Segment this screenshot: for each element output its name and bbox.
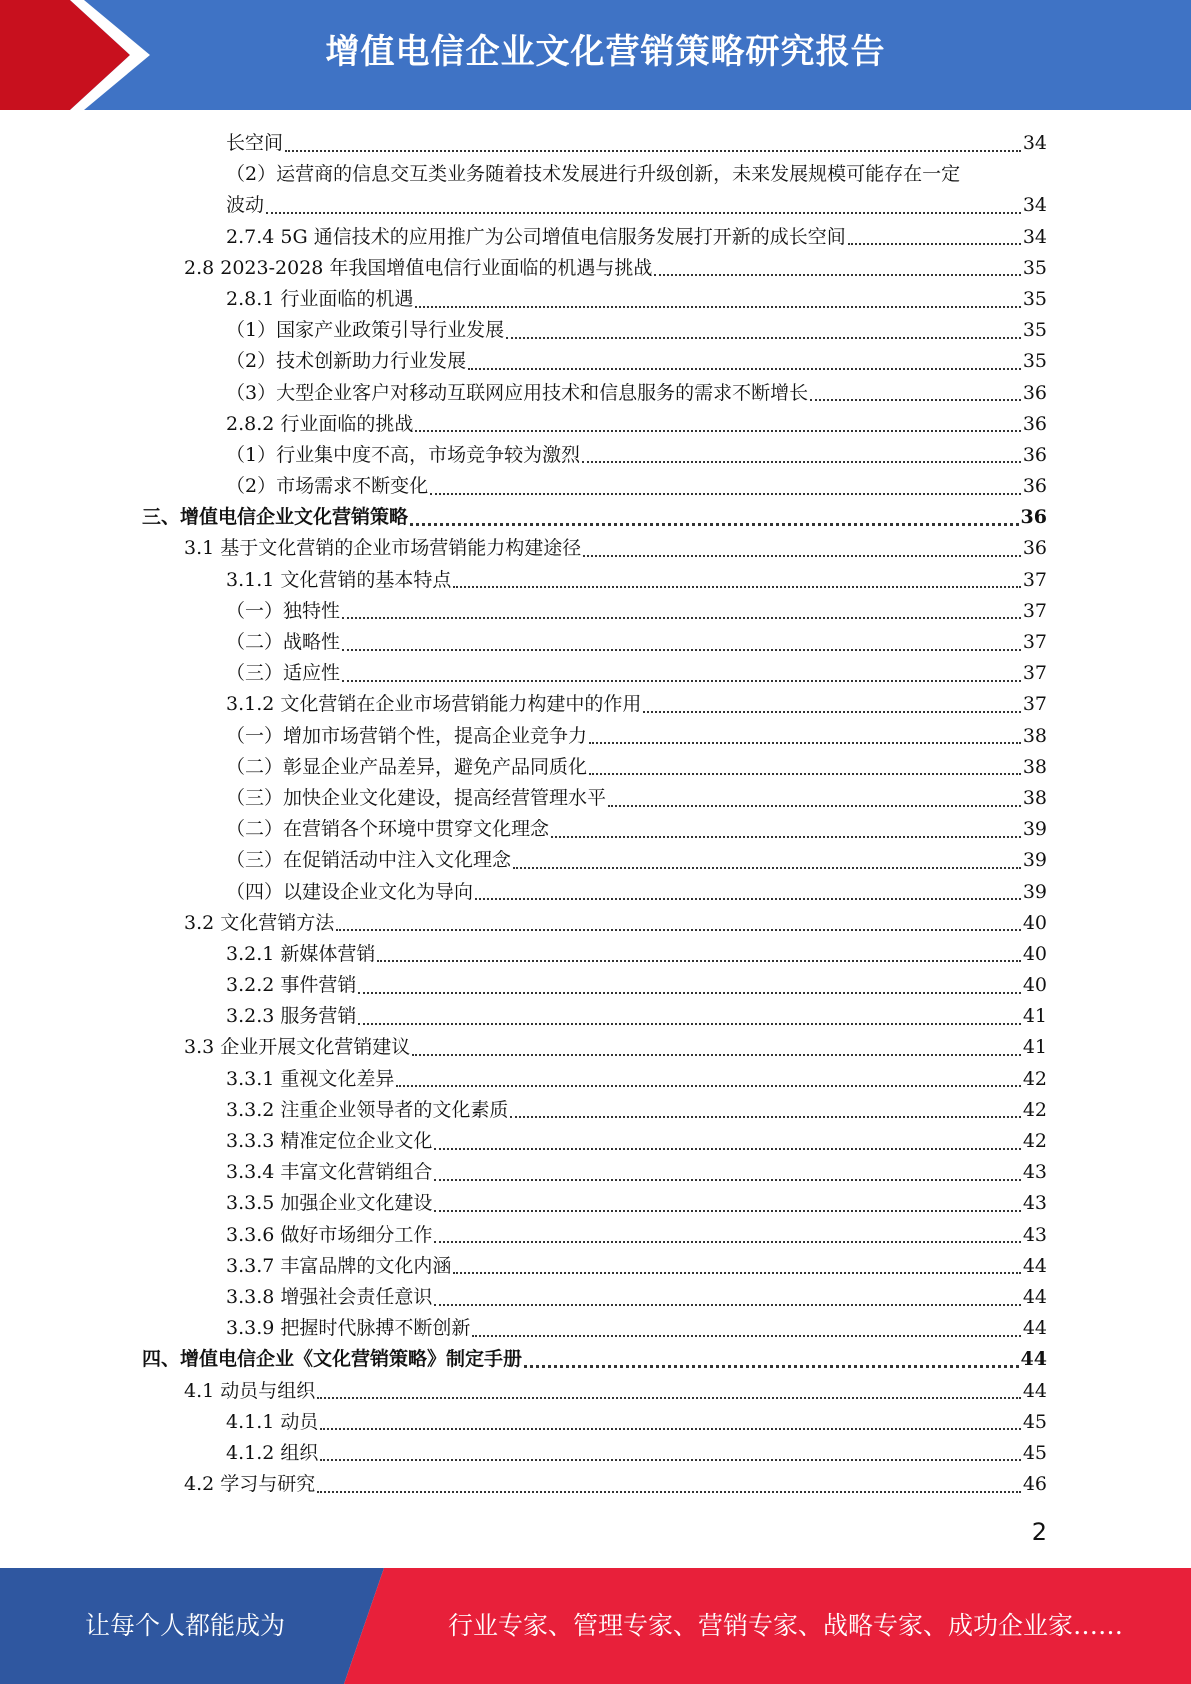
toc-entry[interactable] [142,1376,1047,1407]
toc-entry-title: 3.3.5 加强企业文化建设 [226,1192,433,1215]
toc-entry-title: （三）加快企业文化建设，提高经营管理水平 [226,786,607,809]
toc-entry-title: 波动 [226,194,265,217]
toc-entry[interactable] [142,1157,1047,1188]
toc-entry-page: 42 [1022,1130,1047,1152]
toc-entry[interactable] [142,1064,1047,1095]
toc-entry-title: （四）以建设企业文化为导向 [226,880,474,903]
toc-leader-dots [412,1054,1021,1056]
toc-entry-title: 3.3 企业开展文化营销建议 [184,1036,411,1059]
toc-leader-dots [551,836,1021,838]
toc-entry-title: 3.1 基于文化营销的企业市场营销能力构建途径 [184,537,582,560]
toc-leader-dots [377,960,1020,962]
toc-entry-title: 3.2 文化营销方法 [184,911,335,934]
toc-entry-page: 36 [1022,412,1047,435]
toc-entry-page: 37 [1022,568,1047,591]
toc-entry-page: 35 [1022,350,1047,373]
toc-leader-dots [453,586,1020,588]
toc-entry[interactable] [142,409,1047,440]
toc-entry-title: 4.2 学习与研究 [184,1473,316,1496]
toc-entry-page: 42 [1022,1098,1047,1121]
toc-entry-title: 3.3.6 做好市场细分工作 [226,1223,433,1246]
toc-entry-title: 3.3.7 丰富品牌的文化内涵 [226,1254,452,1277]
toc-entry-title: 2.8 2023-2028 年我国增值电信行业面临的机遇与挑战 [184,256,653,279]
toc-leader-dots [342,617,1021,619]
toc-entry-page: 43 [1022,1223,1047,1246]
toc-entry-page: 44 [1022,1285,1047,1308]
report-title: 增值电信企业文化营销策略研究报告 [325,32,886,72]
toc-entry[interactable] [142,783,1047,814]
toc-entry[interactable] [142,939,1047,970]
toc-entry-title: 3.1.2 文化营销在企业市场营销能力构建中的作用 [226,693,642,716]
toc-entry-page: 35 [1022,287,1047,310]
toc-entry-page: 41 [1022,1005,1047,1028]
toc-entry-title: （3）大型企业客户对移动互联网应用技术和信息服务的需求不断增长 [226,381,809,404]
toc-entry[interactable] [142,565,1047,596]
toc-entry-page: 39 [1022,880,1047,903]
toc-entry[interactable] [142,1095,1047,1126]
toc-entry-page: 40 [1022,974,1047,997]
toc-entry[interactable] [142,845,1047,876]
toc-entry-page: 40 [1022,942,1047,965]
toc-entry-title: 3.3.9 把握时代脉搏不断创新 [226,1317,471,1340]
toc-entry-page: 38 [1022,786,1047,809]
toc-leader-dots [434,1179,1020,1181]
toc-entry[interactable] [142,378,1047,409]
toc-leader-dots [654,274,1020,276]
toc-entry[interactable] [142,533,1047,564]
toc-entry[interactable] [142,721,1047,752]
toc-leader-dots [810,399,1021,401]
toc-entry[interactable] [142,877,1047,908]
toc-entry-title: 4.1.2 组织 [226,1441,319,1464]
toc-entry-title: 三、增值电信企业文化营销策略 [142,506,409,529]
toc-leader-dots [434,1148,1020,1150]
toc-entry-page: 38 [1022,755,1047,778]
toc-leader-dots [589,742,1021,744]
toc-entry-title: （三）适应性 [226,662,341,685]
toc-leader-dots [342,649,1021,651]
toc-leader-dots [434,1241,1020,1243]
toc-entry[interactable] [142,502,1047,533]
toc-entry-page: 44 [1020,1348,1047,1371]
toc-entry-page: 34 [1022,225,1047,248]
toc-entry[interactable] [142,1469,1047,1500]
footer-slogan-right: 行业专家、管理专家、营销专家、战略专家、成功企业家…… [447,1611,1123,1640]
page-footer [0,1568,1191,1684]
toc-leader-dots [266,212,1021,214]
toc-entry[interactable] [142,658,1047,689]
toc-entry-page: 35 [1022,256,1047,279]
toc-entry-page: 46 [1022,1473,1047,1496]
toc-entry-page: 42 [1022,1067,1047,1090]
toc-entry-page: 35 [1022,319,1047,342]
toc-entry-page: 43 [1022,1192,1047,1215]
toc-entry-title: 3.3.3 精准定位企业文化 [226,1130,433,1152]
toc-entry-title: （1）行业集中度不高，市场竞争较为激烈 [226,443,581,466]
toc-entry-title: 3.3.2 注重企业领导者的文化素质 [226,1098,509,1121]
toc-entry[interactable] [142,190,1047,221]
toc-entry[interactable] [142,752,1047,783]
toc-entry-title: 长空间 [226,132,284,154]
toc-entry-wrapped-line: （2）运营商的信息交互类业务随着技术发展进行升级创新，未来发展规模可能存在一定 [226,163,961,186]
toc-entry[interactable] [142,1001,1047,1032]
toc-leader-dots [453,1272,1020,1274]
toc-entry-page: 36 [1022,443,1047,466]
toc-entry-title: （一）增加市场营销个性，提高企业竞争力 [226,724,588,747]
toc-entry-title: （2）市场需求不断变化 [226,475,429,498]
toc-entry[interactable] [142,908,1047,939]
toc-entry-page: 44 [1022,1379,1047,1402]
toc-entry-title: 2.8.1 行业面临的机遇 [226,287,414,310]
toc-entry[interactable] [142,627,1047,658]
toc-entry-title: （三）在促销活动中注入文化理念 [226,849,512,872]
toc-leader-dots [317,1397,1021,1399]
toc-entry-title: 3.3.4 丰富文化营销组合 [226,1161,433,1184]
page-header [0,0,1191,110]
toc-entry-title: 3.2.1 新媒体营销 [226,942,376,965]
toc-entry[interactable] [142,1407,1047,1438]
toc-entry[interactable] [142,1126,1047,1157]
toc-entry-page: 36 [1022,537,1047,560]
toc-entry-page: 37 [1022,662,1047,685]
toc-entry[interactable] [142,814,1047,845]
toc-leader-dots [415,306,1020,308]
toc-entry[interactable] [142,1220,1047,1251]
toc-leader-dots [589,773,1021,775]
toc-leader-dots [410,523,1019,526]
toc-entry-title: （二）彰显企业产品差异，避免产品同质化 [226,755,588,778]
toc-entry[interactable] [142,970,1047,1001]
toc-entry-title: 四、增值电信企业《文化营销策略》制定手册 [142,1348,523,1371]
toc-entry-title: 3.3.1 重视文化差异 [226,1067,395,1090]
toc-entry[interactable] [142,315,1047,346]
toc-entry[interactable] [142,222,1047,253]
toc-entry[interactable] [142,1251,1047,1282]
toc-entry-title: （二）在营销各个环境中贯穿文化理念 [226,818,550,841]
toc-entry-title: 3.1.1 文化营销的基本特点 [226,568,452,591]
toc-leader-dots [358,992,1020,994]
toc-entry-page: 43 [1022,1161,1047,1184]
toc-leader-dots [434,1210,1020,1212]
toc-entry-page: 45 [1022,1410,1047,1433]
toc-entry-title: 3.2.2 事件营销 [226,974,357,997]
toc-entry[interactable] [142,1344,1047,1375]
toc-entry-title: 3.3.8 增强社会责任意识 [226,1285,433,1308]
toc-leader-dots [320,1459,1020,1461]
toc-entry[interactable] [142,1313,1047,1344]
toc-leader-dots [285,150,1021,152]
toc-leader-dots [317,1491,1021,1493]
toc-leader-dots [513,867,1021,869]
toc-leader-dots [524,1365,1019,1368]
toc-entry-page: 37 [1022,693,1047,716]
toc-entry[interactable] [142,253,1047,284]
toc-entry-page: 34 [1022,194,1047,217]
toc-leader-dots [848,243,1021,245]
toc-leader-dots [643,711,1020,713]
toc-leader-dots [396,1085,1020,1087]
page-number: 2 [1031,1518,1047,1546]
toc-leader-dots [472,1335,1020,1337]
toc-entry[interactable] [142,1188,1047,1219]
toc-entry-page: 38 [1022,724,1047,747]
toc-leader-dots [415,430,1020,432]
toc-leader-dots [434,1304,1020,1306]
toc-leader-dots [583,555,1021,557]
toc-entry[interactable] [142,128,1047,159]
toc-entry-title: 4.1 动员与组织 [184,1379,316,1402]
toc-leader-dots [510,1116,1020,1118]
toc-entry-page: 36 [1020,506,1047,529]
toc-leader-dots [336,929,1021,931]
toc-entry-title: （2）技术创新助力行业发展 [226,350,467,373]
toc-entry-page: 36 [1022,381,1047,404]
toc-leader-dots [342,680,1021,682]
toc-leader-dots [320,1428,1020,1430]
toc-entry-title: （一）独特性 [226,599,341,622]
toc-leader-dots [468,368,1021,370]
toc-entry[interactable] [142,689,1047,720]
toc-entry[interactable] [142,1438,1047,1469]
toc-entry-page: 39 [1022,849,1047,872]
toc-entry[interactable] [142,471,1047,502]
toc-leader-dots [475,898,1021,900]
toc-entry-page: 40 [1022,911,1047,934]
toc-entry-page: 45 [1022,1441,1047,1464]
toc-entry[interactable] [142,284,1047,315]
toc-entry-page: 36 [1022,475,1047,498]
toc-entry-page: 37 [1022,599,1047,622]
toc-entry-title: 2.7.4 5G 通信技术的应用推广为公司增值电信服务发展打开新的成长空间 [226,225,846,248]
toc-entry-page: 44 [1022,1254,1047,1277]
toc-entry-page: 37 [1022,631,1047,653]
toc-leader-dots [608,805,1021,807]
footer-slogan-left: 让每个人都能成为 [84,1611,285,1640]
toc-entry[interactable] [142,440,1047,471]
toc-entry-page: 39 [1022,818,1047,841]
toc-entry-title: 3.2.3 服务营销 [226,1005,357,1028]
toc-leader-dots [430,493,1021,495]
table-of-contents [142,128,1047,1500]
toc-entry-page: 44 [1022,1317,1047,1340]
toc-entry-title: 2.8.2 行业面临的挑战 [226,412,414,435]
toc-leader-dots [358,1023,1020,1025]
toc-entry[interactable] [142,596,1047,627]
toc-entry-page: 34 [1022,132,1047,154]
toc-leader-dots [506,337,1021,339]
toc-entry-title: （1）国家产业政策引导行业发展 [226,319,505,342]
toc-entry[interactable] [142,346,1047,377]
toc-leader-dots [582,461,1021,463]
toc-entry-page: 41 [1022,1036,1047,1059]
toc-entry-title: 4.1.1 动员 [226,1410,319,1433]
toc-entry-title: （二）战略性 [226,631,341,653]
toc-entry[interactable] [142,1282,1047,1313]
toc-entry[interactable] [142,1032,1047,1063]
